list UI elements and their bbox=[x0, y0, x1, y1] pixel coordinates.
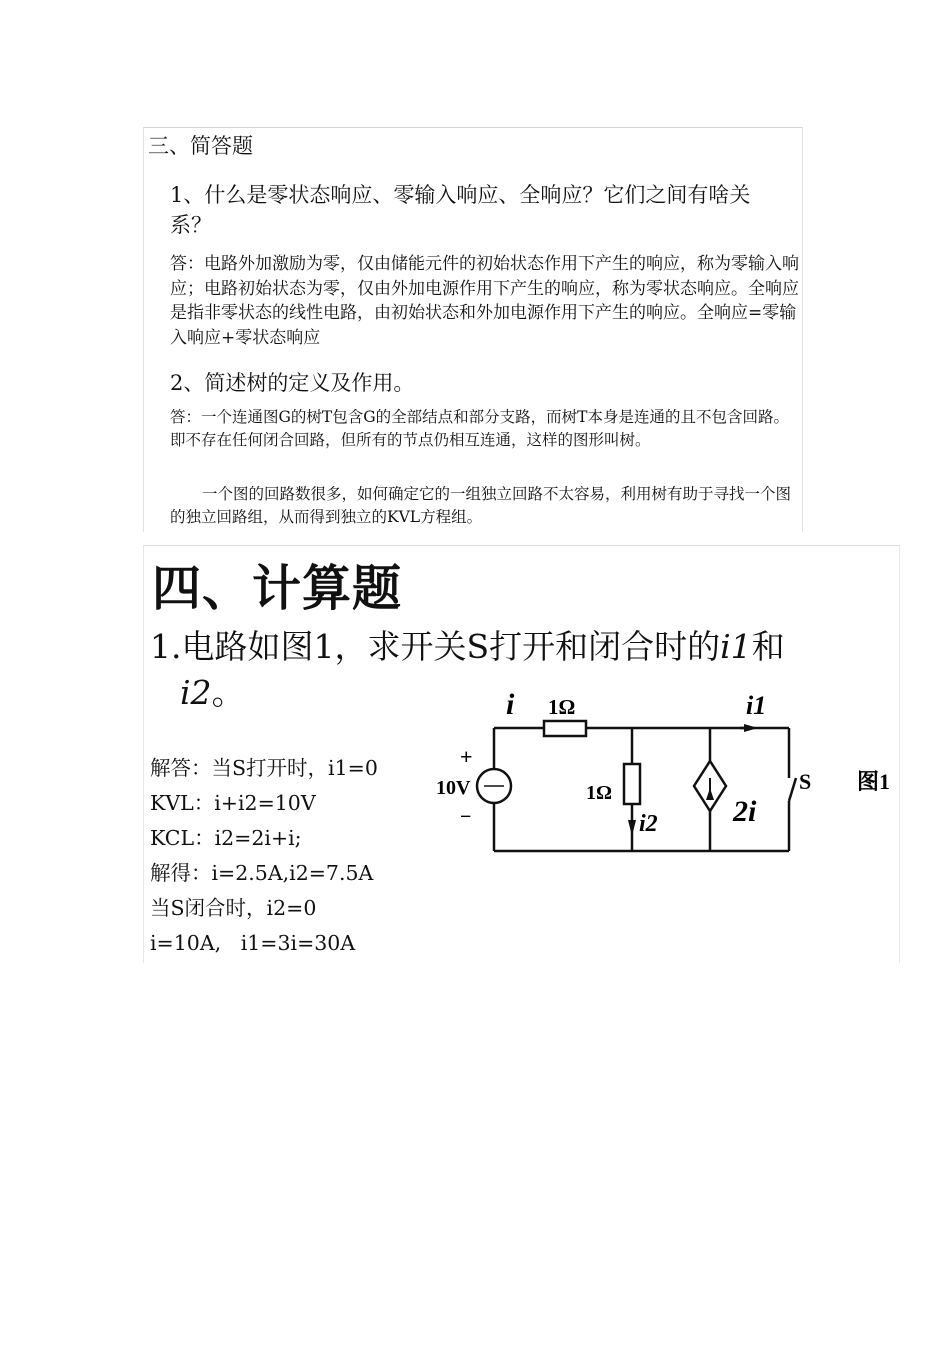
switch-blade bbox=[789, 778, 796, 801]
label-dep: 2i bbox=[733, 795, 757, 828]
label-source: 10V bbox=[436, 777, 471, 799]
label-i2: i2 bbox=[639, 811, 658, 837]
circuit-diagram bbox=[144, 546, 901, 964]
label-r2: 1Ω bbox=[586, 782, 613, 804]
section-calculation bbox=[143, 545, 900, 963]
section3-title: 三、简答题 bbox=[148, 134, 253, 158]
solution-line: i=10A, i1=3i=30A bbox=[150, 931, 356, 955]
section4-title: 四、计算题 bbox=[152, 559, 403, 617]
label-i1: i1 bbox=[746, 691, 767, 720]
problem-var-i1: i1 bbox=[720, 627, 752, 666]
solution-line: KVL：i+i2=10V bbox=[150, 791, 316, 815]
answer-1: 答：电路外加激励为零，仅由储能元件的初始状态作用下产生的响应，称为零输入响应；电路初始状态为零，仅由外加电源作用下产生的响应，称为零状态响应。全响应是指非零状态的线性电路，由初始状态和外加电源作用下产生的响应。全响应=零输入响应+零状态响应 bbox=[170, 254, 799, 348]
label-i: i bbox=[506, 688, 515, 721]
problem-prefix: 1.电路如图1，求开关S打开和闭合时的 bbox=[150, 627, 721, 666]
resistor-series bbox=[544, 721, 586, 736]
figure-caption: 图1 bbox=[857, 769, 891, 794]
question-2: 2、简述树的定义及作用。 bbox=[170, 371, 415, 395]
solution-line: 当S闭合时，i2=0 bbox=[150, 896, 317, 920]
solution-line: KCL：i2=2i+i; bbox=[150, 826, 302, 850]
problem-mid: 和 bbox=[751, 627, 785, 666]
resistor-shunt bbox=[624, 764, 640, 804]
label-switch: S bbox=[799, 769, 812, 794]
solution-line: 解得：i=2.5A,i2=7.5A bbox=[150, 861, 374, 885]
problem-suffix: 。 bbox=[211, 673, 245, 712]
section-short-answer bbox=[143, 127, 803, 532]
answer-2: 答：一个连通图G的树T包含G的全部结点和部分支路，而树T本身是连通的且不包含回路。即不存在任何闭合回路，但所有的节点仍相互连通，这样的图形叫树。 bbox=[170, 408, 789, 449]
question-1: 1、什么是零状态响应、零输入响应、全响应？它们之间有啥关系？ bbox=[170, 183, 751, 237]
arrow-i2 bbox=[628, 820, 636, 836]
answer-2-continued: 一个图的回路数很多，如何确定它的一组独立回路不太容易，利用树有助于寻找一个图的独立回路组，从而得到独立的KVL方程组。 bbox=[170, 485, 792, 526]
label-r1: 1Ω bbox=[548, 695, 576, 719]
label-minus: − bbox=[460, 806, 472, 828]
solution-line: 解答：当S打开时，i1=0 bbox=[150, 756, 378, 780]
problem-var-i2: i2 bbox=[180, 673, 212, 712]
label-plus: + bbox=[460, 744, 473, 769]
